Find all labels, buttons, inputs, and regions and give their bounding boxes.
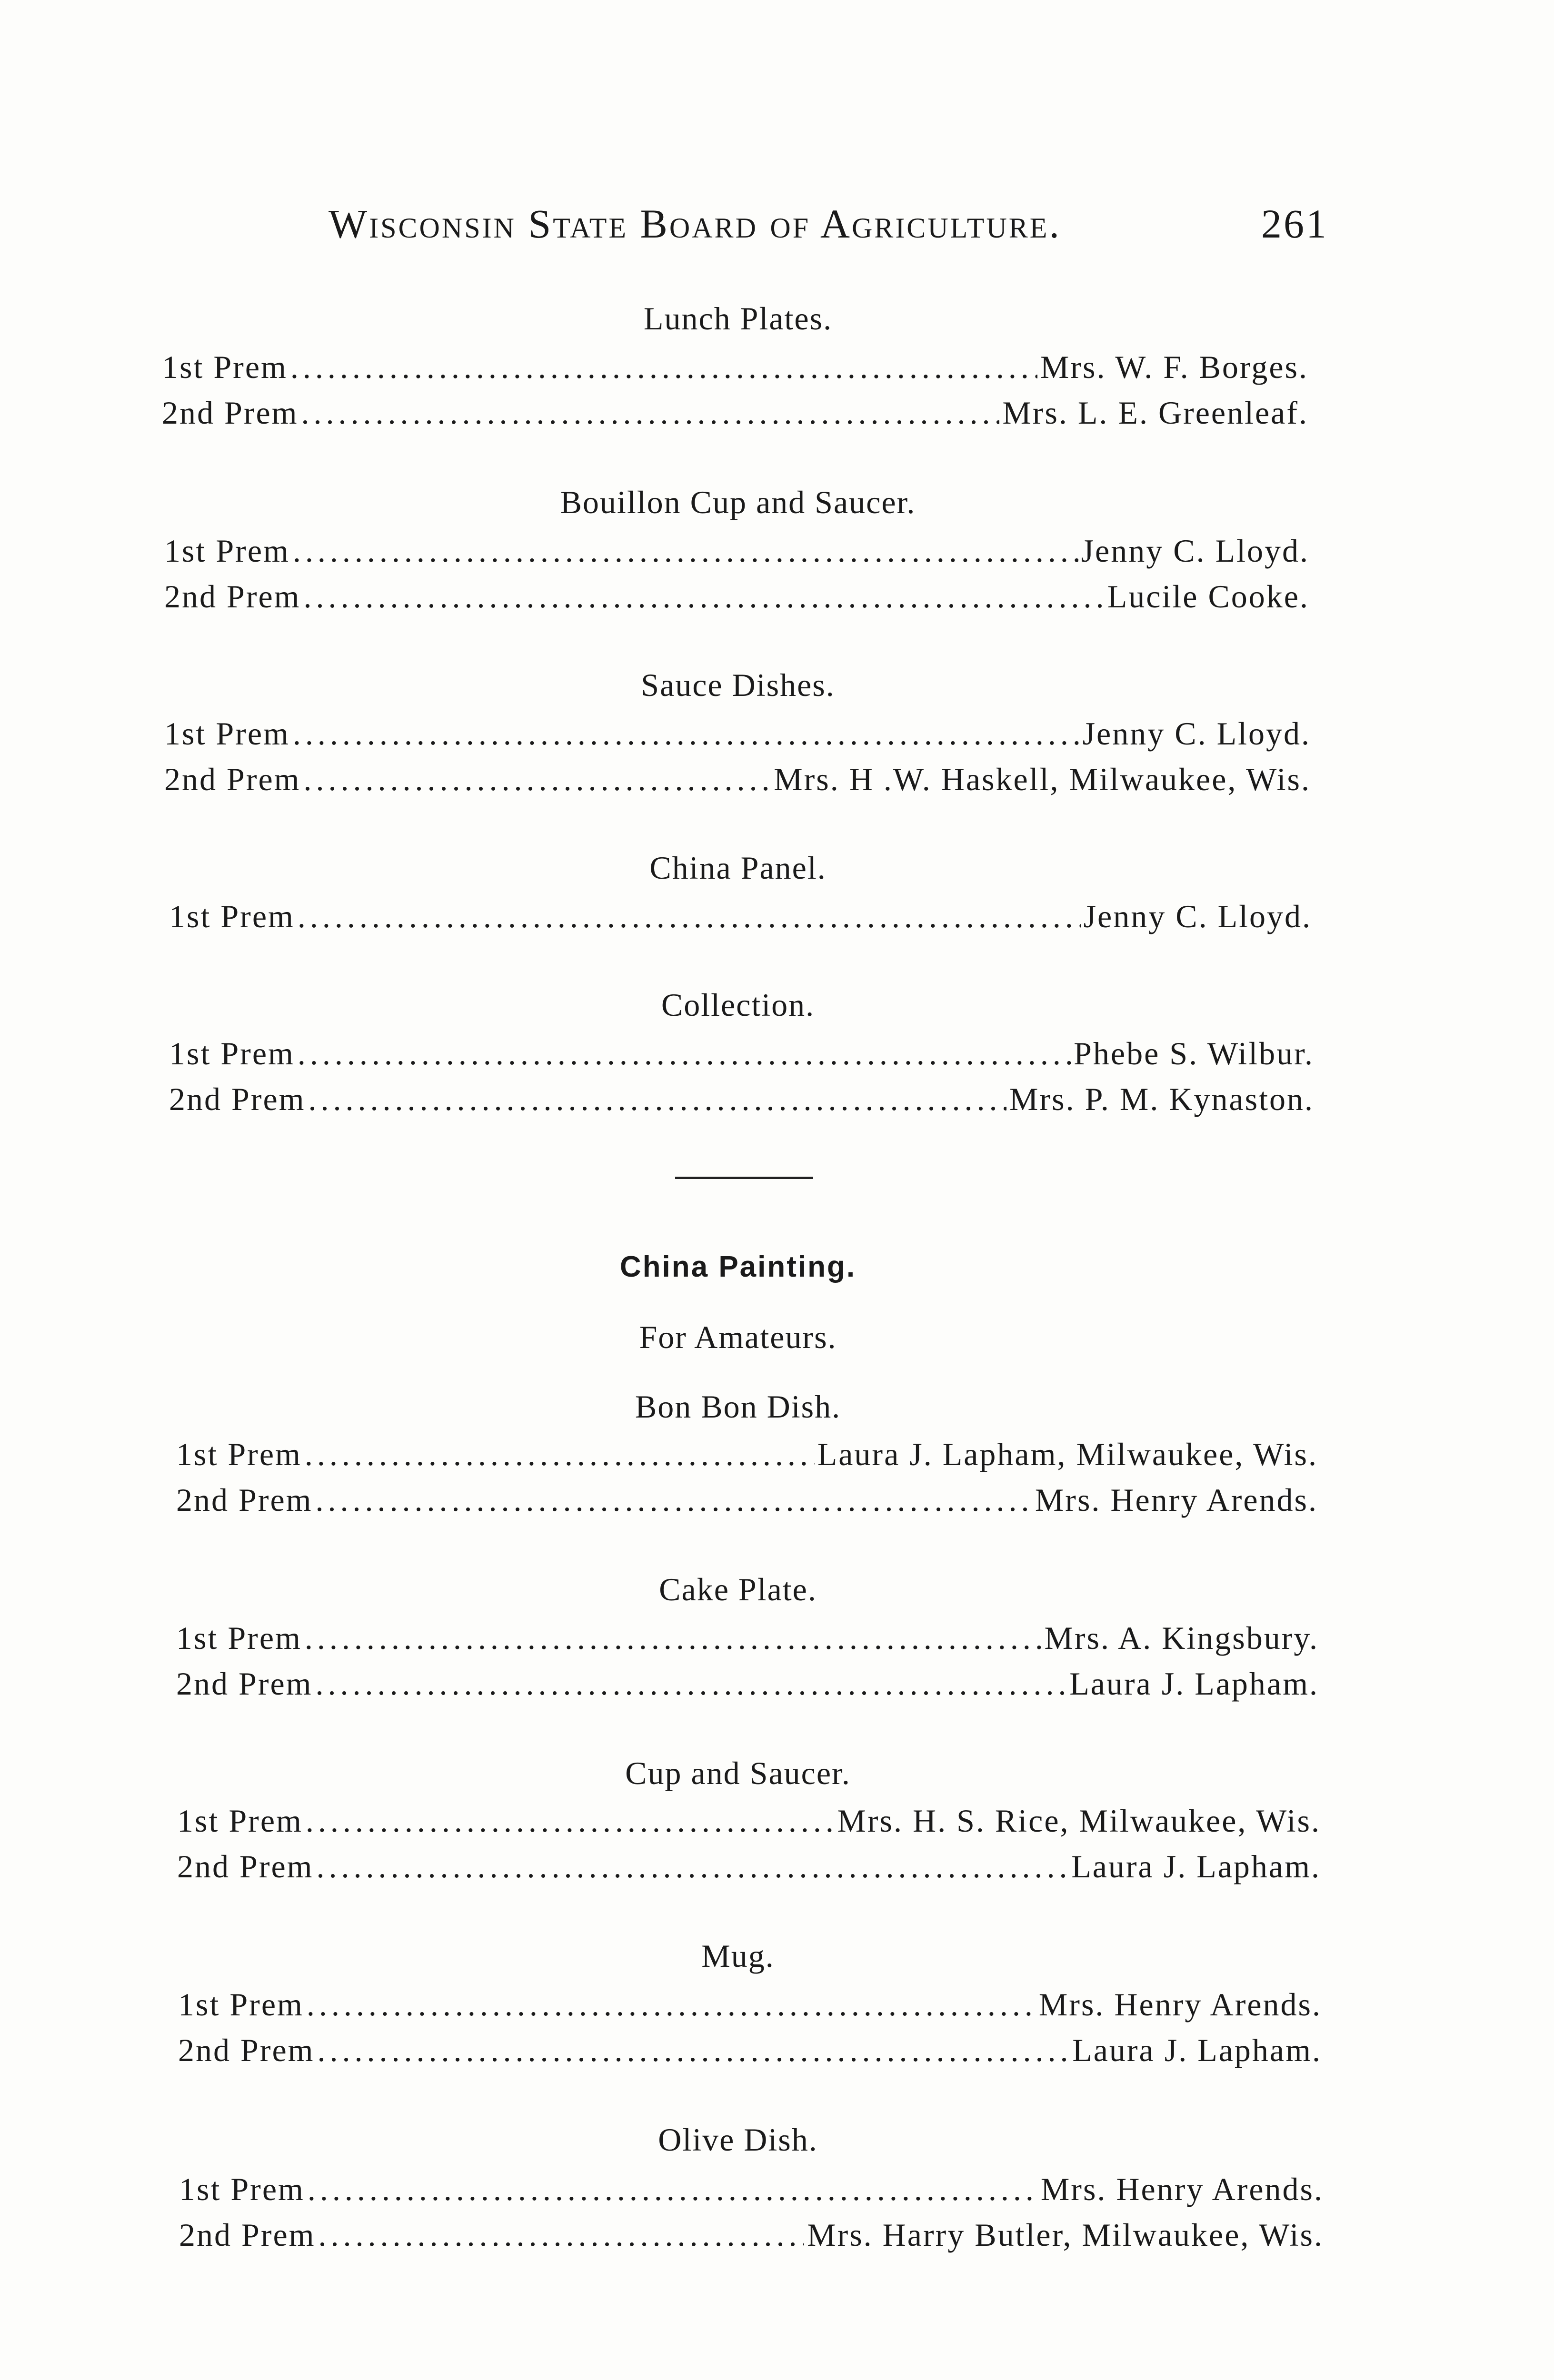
- dot-leader: [319, 2216, 805, 2254]
- entry-row: [164, 578, 1309, 616]
- entry-winner: Mrs. Henry Arends.: [1035, 1482, 1318, 1518]
- entry-place: 2nd Prem: [176, 1666, 313, 1702]
- entry-row: [179, 2216, 1324, 2254]
- entry-winner: Mrs. P. M. Kynaston.: [1009, 1081, 1314, 1117]
- entry-row: [177, 1802, 1321, 1840]
- entry-row: [177, 1848, 1321, 1886]
- entry-winner: Mrs. H .W. Haskell, Milwaukee, Wis.: [774, 761, 1311, 797]
- entry-row: [164, 532, 1309, 570]
- entry-winner: Mrs. Harry Butler, Milwaukee, Wis.: [807, 2217, 1324, 2253]
- section-heading-lunch-plates: Lunch Plates.: [643, 300, 833, 337]
- entry-place: 1st Prem: [179, 2171, 305, 2207]
- dot-leader: [307, 1986, 1036, 2023]
- entry-place: 1st Prem: [164, 715, 290, 752]
- entry-winner: Phebe S. Wilbur.: [1074, 1035, 1314, 1071]
- dot-leader: [298, 898, 1081, 935]
- dot-leader: [304, 578, 1105, 615]
- entry-row: [178, 2032, 1322, 2070]
- entry-winner: Mrs. W. F. Borges.: [1040, 349, 1308, 385]
- dot-leader: [305, 1619, 1041, 1657]
- page-number: 261: [1261, 201, 1328, 247]
- entry-row: [178, 1986, 1322, 2024]
- dot-leader: [301, 394, 1000, 432]
- entry-row: [169, 1035, 1314, 1073]
- entry-row: [164, 715, 1311, 753]
- entry-place: 2nd Prem: [177, 1848, 314, 1884]
- section-heading-cake-plate: Cake Plate.: [659, 1571, 817, 1607]
- running-head-title: Wisconsin State Board of Agriculture.: [329, 201, 1061, 247]
- entry-winner: Laura J. Lapham, Milwaukee, Wis.: [817, 1436, 1318, 1472]
- dot-leader: [309, 1081, 1006, 1118]
- dot-leader: [316, 1481, 1032, 1519]
- entry-winner: Mrs. H. S. Rice, Milwaukee, Wis.: [837, 1803, 1321, 1839]
- section-heading-olive-dish: Olive Dish.: [658, 2122, 818, 2158]
- entry-row: [169, 1081, 1314, 1119]
- section-divider: [675, 1177, 813, 1179]
- entry-row: [176, 1619, 1319, 1657]
- entry-winner: Laura J. Lapham.: [1069, 1666, 1319, 1702]
- entry-place: 2nd Prem: [176, 1482, 313, 1518]
- entry-place: 2nd Prem: [164, 761, 301, 797]
- entry-winner: Mrs. Henry Arends.: [1040, 2171, 1324, 2207]
- dot-leader: [304, 761, 771, 798]
- entry-row: [179, 2171, 1324, 2209]
- entry-winner: Mrs. L. E. Greenleaf.: [1002, 395, 1308, 431]
- dot-leader: [318, 2032, 1070, 2069]
- entry-place: 1st Prem: [169, 1035, 295, 1071]
- entry-winner: Jenny C. Lloyd.: [1083, 898, 1312, 934]
- dot-leader: [305, 1436, 815, 1473]
- entry-row: [162, 394, 1308, 432]
- china-painting-heading: China Painting.: [619, 1250, 857, 1283]
- section-heading-mug: Mug.: [701, 1938, 775, 1974]
- entry-row: [176, 1665, 1319, 1703]
- entry-place: 1st Prem: [169, 898, 295, 934]
- entry-row: [176, 1436, 1318, 1474]
- entry-place: 1st Prem: [178, 1986, 304, 2023]
- dot-leader: [316, 1665, 1067, 1703]
- for-amateurs-subheading: For Amateurs.: [639, 1319, 837, 1355]
- entry-winner: Laura J. Lapham.: [1071, 1848, 1321, 1884]
- entry-place: 1st Prem: [176, 1436, 302, 1472]
- dot-leader: [308, 2171, 1038, 2208]
- entry-place: 1st Prem: [164, 533, 290, 569]
- entry-place: 1st Prem: [177, 1803, 303, 1839]
- entry-place: 1st Prem: [176, 1620, 302, 1656]
- dot-leader: [317, 1848, 1069, 1885]
- section-heading-cup-and-saucer: Cup and Saucer.: [625, 1755, 851, 1791]
- section-heading-bon-bon-dish: Bon Bon Dish.: [635, 1388, 841, 1425]
- entry-winner: Mrs. A. Kingsbury.: [1044, 1620, 1319, 1656]
- entry-row: [176, 1481, 1318, 1519]
- running-head: [329, 200, 1328, 257]
- entry-row: [164, 761, 1311, 799]
- entry-place: 1st Prem: [162, 349, 288, 385]
- entry-place: 2nd Prem: [169, 1081, 306, 1117]
- section-heading-china-panel: China Panel.: [649, 850, 827, 886]
- entry-row: [169, 898, 1312, 936]
- dot-leader: [290, 348, 1037, 386]
- section-heading-sauce-dishes: Sauce Dishes.: [641, 667, 835, 703]
- entry-winner: Laura J. Lapham.: [1072, 2032, 1322, 2068]
- entry-place: 2nd Prem: [178, 2032, 315, 2068]
- dot-leader: [293, 532, 1078, 570]
- dot-leader: [293, 715, 1080, 753]
- section-heading-bouillon-cup: Bouillon Cup and Saucer.: [560, 484, 916, 520]
- entry-place: 2nd Prem: [179, 2217, 316, 2253]
- entry-winner: Mrs. Henry Arends.: [1038, 1986, 1322, 2023]
- section-heading-collection: Collection.: [661, 987, 815, 1023]
- dot-leader: [306, 1802, 835, 1840]
- entry-winner: Lucile Cooke.: [1107, 578, 1309, 615]
- dot-leader: [298, 1035, 1071, 1072]
- entry-winner: Jenny C. Lloyd.: [1082, 715, 1311, 752]
- entry-winner: Jenny C. Lloyd.: [1081, 533, 1309, 569]
- entry-place: 2nd Prem: [164, 578, 301, 615]
- entry-row: [162, 348, 1308, 387]
- entry-place: 2nd Prem: [162, 395, 299, 431]
